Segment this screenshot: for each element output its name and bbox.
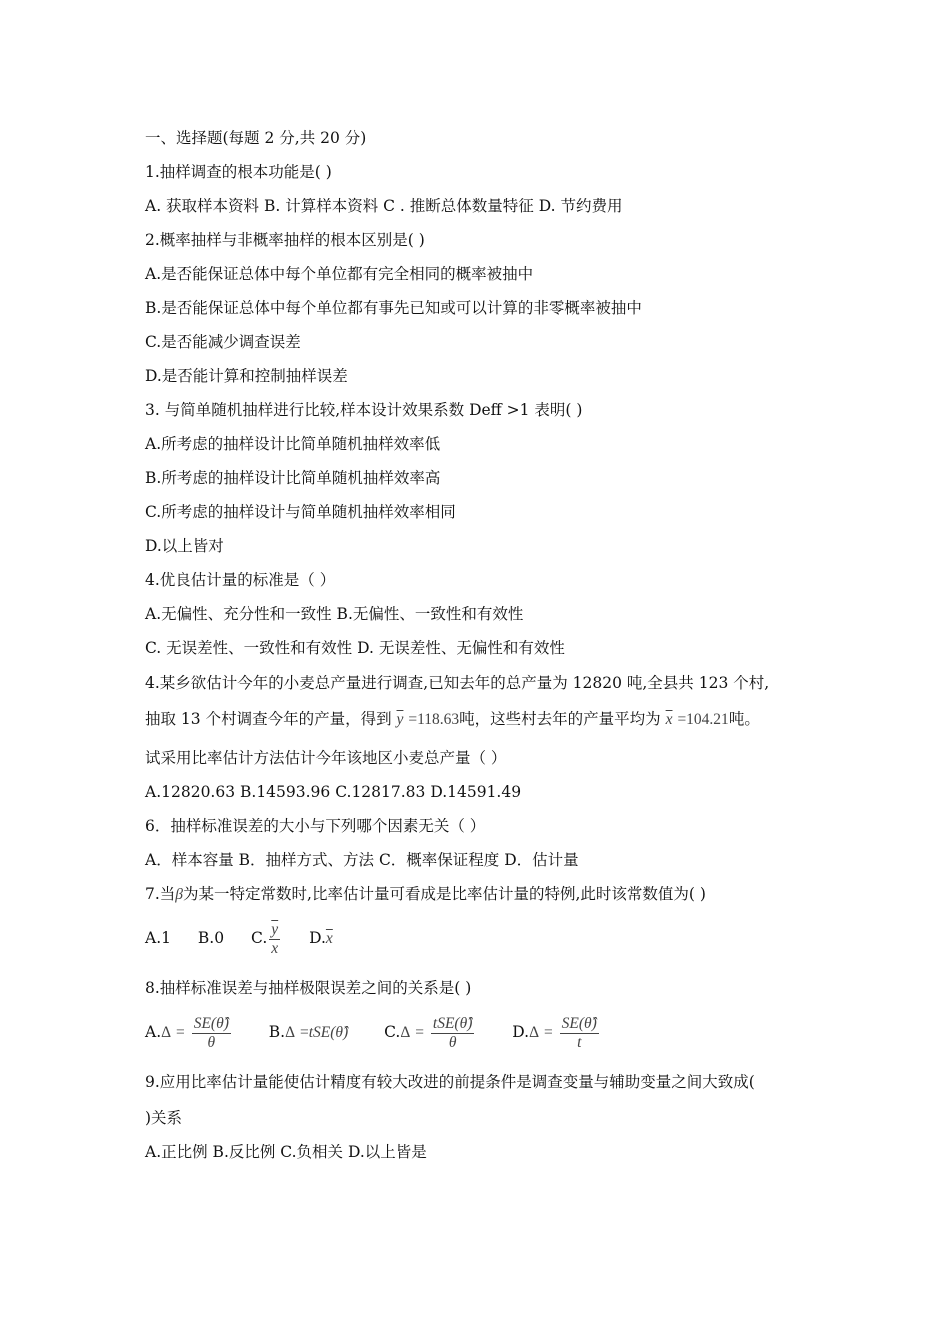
q8-options [145, 1012, 601, 1053]
beta-symbol: β [175, 886, 184, 903]
xbar-value: =104.21 [677, 711, 729, 728]
q9-line2: )关系 [145, 1109, 183, 1127]
q8-d-denominator: t [577, 1033, 582, 1051]
equals-c: = [415, 1024, 424, 1041]
delta-c: Δ [400, 1024, 411, 1041]
q8-a-denominator: θ [207, 1033, 216, 1051]
q8-option-c: C. [384, 1023, 401, 1041]
ybar-value: =118.63 [408, 711, 460, 728]
q4b-line2-mid: 吨，这些村去年的产量平均为 [459, 710, 661, 728]
q7-option-a: A.1 [145, 929, 171, 947]
q8-d-numerator: SE(θ̂) [561, 1014, 597, 1032]
q7-stem [145, 884, 706, 905]
q3-option-a: A.所考虑的抽样设计比简单随机抽样效率低 [145, 435, 441, 453]
q4a-options-ab: A.无偏性、充分性和一致性 B.无偏性、一致性和有效性 [145, 605, 524, 623]
q4b-options: A.12820.63 B.14593.96 C.12817.83 D.14591.49 [145, 783, 522, 801]
q4b-line2-pre: 抽取 13 个村调查今年的产量，得到 [145, 710, 392, 728]
q7-stem-pre: 7.当 [145, 885, 176, 903]
q8-fraction-d [560, 1015, 599, 1052]
q9-line1: 9.应用比率估计量能使估计精度有较大改进的前提条件是调查变量与辅助变量之间大致成( [145, 1073, 755, 1091]
equals-b: = [299, 1024, 309, 1041]
delta-b: Δ [285, 1024, 296, 1041]
xbar-symbol: $\overline{x}$ [665, 711, 673, 728]
q7-fraction [269, 921, 280, 958]
q2-option-a: A.是否能保证总体中每个单位都有完全相同的概率被抽中 [145, 265, 534, 283]
q8-option-a: A. [145, 1023, 162, 1041]
q8-c-numerator: tSE(θ̂) [432, 1014, 473, 1032]
q2-option-b: B.是否能保证总体中每个单位都有事先已知或可以计算的非零概率被抽中 [145, 299, 642, 317]
q1-options: A. 获取样本资料 B. 计算样本资料 C . 推断总体数量特征 D. 节约费用 [145, 197, 623, 215]
q8-a-numerator: SE(θ̂) [193, 1014, 229, 1032]
q3-stem: 3. 与简单随机抽样进行比较,样本设计效果系数 Deff >1 表明( ) [145, 401, 583, 419]
q8-option-b: B. [268, 1023, 286, 1041]
ybar-symbol: $\overline{y}$ [396, 711, 404, 728]
q8-c-denominator: θ [448, 1033, 457, 1051]
q4b-line1: 4.某乡欲估计今年的小麦总产量进行调查,已知去年的总产量为 12820 吨,全县共 123 个村, [145, 674, 770, 692]
q8-fraction-c [431, 1015, 474, 1052]
q7-stem-post: 为某一特定常数时,比率估计量可看成是比率估计量的特例,此时该常数值为( ) [183, 885, 706, 903]
q7-option-b: B.0 [197, 929, 225, 947]
q2-option-c: C.是否能减少调查误差 [145, 333, 301, 351]
q7-option-d-value: $\overline{x}$ [325, 930, 333, 947]
q7-options [145, 920, 333, 958]
delta-a: Δ [161, 1024, 172, 1041]
q4a-options-cd: C. 无误差性、一致性和有效性 D. 无误差性、无偏性和有效性 [145, 639, 565, 657]
q4b-line3: 试采用比率估计方法估计今年该地区小麦总产量（ ） [145, 749, 507, 767]
q6-stem: 6．抽样标准误差的大小与下列哪个因素无关（ ） [145, 817, 486, 835]
equals-a: = [176, 1024, 185, 1041]
q8-fraction-a [192, 1015, 231, 1052]
q3-option-b: B.所考虑的抽样设计比简单随机抽样效率高 [145, 469, 441, 487]
q2-option-d: D.是否能计算和控制抽样误差 [145, 367, 348, 385]
q1-stem: 1.抽样调查的根本功能是( ) [145, 163, 332, 181]
q2-stem: 2.概率抽样与非概率抽样的根本区别是( ) [145, 231, 425, 249]
q7-frac-denominator: x [271, 939, 279, 957]
delta-d: Δ [529, 1024, 540, 1041]
q4b-line2 [145, 709, 760, 730]
q8-option-d: D. [512, 1023, 530, 1041]
q3-option-d: D.以上皆对 [145, 537, 224, 555]
q9-options: A.正比例 B.反比例 C.负相关 D.以上皆是 [145, 1143, 427, 1161]
q8-stem: 8.抽样标准误差与抽样极限误差之间的关系是( ) [145, 979, 472, 997]
q4b-line2-post: 吨。 [728, 710, 760, 728]
q3-option-c: C.所考虑的抽样设计与简单随机抽样效率相同 [145, 503, 456, 521]
section-title: 一、选择题(每题 2 分,共 20 分) [145, 129, 367, 147]
q6-options: A．样本容量 B．抽样方式、方法 C．概率保证程度 D．估计量 [145, 851, 579, 869]
q7-option-d: D. [309, 929, 326, 947]
q4a-stem: 4.优良估计量的标准是（ ） [145, 571, 336, 589]
equals-d: = [543, 1024, 553, 1041]
q7-frac-numerator: $\overline{y}$ [271, 920, 279, 938]
q8-b-expression: tSE(θ̂) [308, 1024, 349, 1041]
q7-option-c: C. [251, 929, 268, 947]
